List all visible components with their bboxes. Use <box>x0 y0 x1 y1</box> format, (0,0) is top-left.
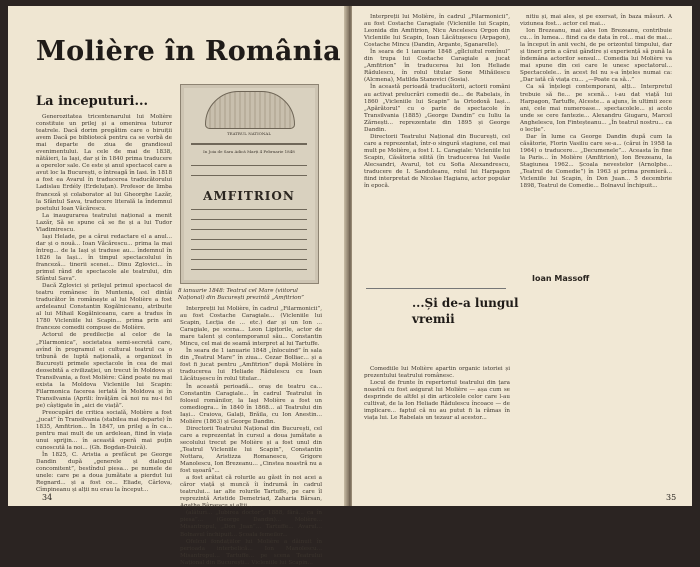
page-number: 35 <box>666 493 677 502</box>
poster-rule <box>191 219 307 220</box>
left-column-1 <box>36 114 172 494</box>
paragraph: Ion Brezeanu, mai ales Ion Brezeanu, contribuie cu... în lumea... fiind ca de data în rol... mai de mai... la început în anii vechi, de pe orizontul timpului, dar și tineri prin a cărui gândire și experiență să pună la îndemâna actorilor sensul... Comedia lui Molière va mai spune din cei care le unesc spectatorul... Spectacolele... în acest fel nu s-a înțeles numai ca: „Dar iată că viața cu... „—Poate ca să...” <box>520 28 672 84</box>
left-page <box>8 6 348 566</box>
divider <box>366 288 506 289</box>
poster-rule <box>191 165 307 166</box>
right-column-1-bottom <box>364 366 510 486</box>
paragraph: Directorii Teatrului Național din București, cel care a reprezentat în cursul a doua jumătate a secolului trecut pe Molière și a fost unul din „Teatrul Vicleniile lui Scapin”, Constantin Nottara, Aristizza Romanescu, Grigore Manolescu, Ion Brezeanu... „Cinstea noastră nu a fost ușoară”... <box>180 425 322 475</box>
poster-header: TEATRUL NATIONAL <box>227 131 271 136</box>
poster-play-title: AMFITRION <box>203 189 295 203</box>
poster-rule <box>191 239 307 240</box>
right-column-1 <box>364 14 510 270</box>
paragraph: Actorul de predilecție al celor de la „Filarmonica”, societatea semi-secretă care, avînd în programul ei cultural teatrul ca o tribună de luptă națională, a organizat în București primele spectacole în cea de mai deosebită a civilizației, un trecut în Moldova și Transilvania, a fost Molière: Când poate nu mai exista la Moldova Vicleniile lui Scapin: Filarmonica facerea iertată în Moldova și în Transilvania (Aprili: învățăm că noi nu nu-i fel pe) câștigate în „aici de viață”. <box>36 332 172 409</box>
poster-rule <box>191 269 307 270</box>
poster-rule <box>191 175 307 176</box>
paragraph: Ofelcul fondațiilor lui Molière a dăinuit în perioada interbelică... Ion Manolescu... Misantropul... Tartuffe... pe scena Teatrului Național din București... Vicleniile lui Scapin... <box>180 538 322 566</box>
paragraph: Interpreții lui Molière, în cadrul „Filarmonicii”, au fost Costache Caragiale (Vicleniile lui Scapin, Leonida din Amfitrion, Nicu Ancelescu Orgon din Vicleniile lui Scapin, Ioan Lăcătușescu (Arpagon), Costache Mincu (Dandin, Argante, Sganarelle). <box>364 14 510 49</box>
article-title: Molière în România <box>36 36 341 67</box>
paragraph: În această perioadă... oraș de teatru ca... Constantin Caragiale... în cadrul Teatrului în folosul românilor, la Iași Molière a fost un comediogra... în 1840 în 1868... al Teatrului din Iași... Craiova, Galați, Brăila, cu Ion Anestin... Molière (1863) și George Dandin. <box>180 383 322 425</box>
paragraph: Preocupări de critica socială, Molière a fost „jucat” în Transilvania (stabilea mai departe) în 1835, Amfitrion... În 1847, un prilej a în ca... pentru mai mult de un ardelean, fiind în viața unui sprijin... în această operă mai puțin cunoscută la noi... (Gh. Bogdan-Duică). <box>36 409 172 452</box>
theatre-poster-image <box>180 84 319 284</box>
poster-rule <box>191 229 307 230</box>
paragraph: Locul de frunte în repertoriul teatrului din țara noastră cu fost asigurat lui Molière — așa cum se desprinde de altfel și din articolele celor care l-au cultivat, de la Ion Heliade Rădulescu încoace — de implicare... faptul că nu au putut fi la rămas în viața lui. Le Rabelais un tezaur al acestor... <box>364 380 510 422</box>
author-byline: Ioan Massoff <box>532 274 590 283</box>
paragraph: În seara de 1 ianuarie 1848 „gîlciuitul romînul” din trupa lui Costache Caragiale a jucat „Amfitrion” în traducerea lui Ion Heliade Rădulescu, în rolul titular Sone Mihăilescu (Alcmena), Matilda Stanovici (Sosia). <box>364 49 510 84</box>
paragraph: (alături... „Iubirea doctor”, 1888, fără... ca în piesa”... (George Dandin)... Molière... Misantropul, „Don Juan”... Tartuffe... Avarul... Bolnavul închipuit... Școala femeilor... <box>180 510 322 538</box>
right-column-2 <box>520 14 672 486</box>
paragraph: Generozitatea tricentenarului lui Molière constituie un prilej și a omenirea tuturor teatrele. Dacă dorim pregătim care o biruiții avem Dacă pe bibliotecă pentru ca se vorbă de mai departe de ziua de grandiosul evenimentului. La cele de mai de 1838, nătăieri, la Iași, dar și în 1840 prima traducere a operelor sale. Ce este și anul spectacol care a avut loc la București, o întreagă în Iasi. în 1818 a fost ea Avarul în traducerea traducătorului Ladislau Erdély (Erdeluțan). Profesor de limba franceză și colaborator al lui Gheorghe Lazăr, la Sfântul Sava, traducere literală la îndemnul poetului Ioan Văcărescu. <box>36 114 172 212</box>
paragraph: nitiu și, mai ales, și pe exersat, în baza măsuri. A viziunea fost... actor cel mai... <box>520 14 672 28</box>
paragraph: Directorii Teatrului Național din București, cel care a reprezentat, într-o singură stagiune, cel mai mult pe Molière, a fost I. L. Caragiale: Vicleniile lui Scapin, Căsătoria silită (în traducerea lui Vasile Alecsandri, Avarul, tot cu Sofia Alexandrescu, traducere de I. Sanduleanu, rolul lui Harpagon fiind interpretat de Nicolae Hagianu, actor popular în epocă. <box>364 133 510 190</box>
crest-ornament <box>205 91 295 129</box>
paragraph: În seara de 1 ianuarie 1848 „înlocuind” în sala din „Teatrul Mare” în ziua... Cezar Bolliac... și a fost fi jucat pentru „Amfitrion” după Molière în traducerea lui Heliade Rădulescu cu Ioan Lăcătușescu în rolul titular... <box>180 348 322 383</box>
paragraph: Dacă Zglovici și prilejul primul spectacol de teatru românesc în Muntenia, cel dintâi traducător în românește al lui Molière a fost ardeleanul Constantin Kogălniceanu, atribuite al lui Mihail Kogălniceanu, care a tradus în 1780 Vicleniile lui Scapin... prima prin ani franceze comedii compuse de Molière. <box>36 283 172 332</box>
image-caption: 8 ianuarie 1848: Teatrul cel Mare (viitorul Național) din București prezintă „Amfitrion” <box>178 288 304 301</box>
section-heading-2-line2: vremii <box>412 312 455 326</box>
paragraph: În această perioadă traducătorii, actorii români au activat prelucrări comedii de... de Rabelais, în 1860 „Vicleniile lui Scapin” la Ortodoxă Iași... „Apărătorul” cu o parte de spectacole în Transilvania (1885) „George Dandin” cu Iuliu la Zărnești... reprezentate din 1895 și George Dandin. <box>364 84 510 133</box>
poster-date-line: In Joia de Sara Adică Marți 4 Februarie 1848 <box>203 149 295 154</box>
poster-rule <box>191 249 307 250</box>
magazine-spread <box>8 6 692 566</box>
paragraph: Interpreții lui Molière, în cadrul „Filarmonicii”, au fost Costache Caragiale... (Vicleniile lui Scapin, Lecția de ... etc.) dar și un Ion ... Caragiale, pe scena... Leon Lipițorile, actor de mare talent și contemporanul său... Constantin Mincu, cel mai de seamă interpret al lui Tartuffe. <box>180 306 322 348</box>
paragraph: La inaugurarea teatrului național a menit Lazăr, Să se spune că se fie și a lui Tudor Vladimirescu. <box>36 212 172 233</box>
poster-rule <box>191 143 307 145</box>
paragraph: Ca să înțelegi contemporani, alți... Interpretul trebuie să fie... pe scenă... i-au dat viață lui Harpagon, Tartuffe, Alceste... a ajuns, în ultimii zece ani, cele mai numeroase... spectacolele... și acolo unde se cere fantezie... Alexandru Giugaru, Marcel Anghelescu, Ion Finteșteanu... „În teatrul nostru... ca o lecție”. <box>520 84 672 133</box>
paragraph: Dar în lume ca George Dandin după cum la căsătorie, Florin Vasiliu care se-a... (cărui în 1958 la 1964) o traducere... „Decumenele”... Aceasta în fine la Paris... în Molière (Amfitrion), Ion Brezeanu, la Stagiunea 1962... Școala nevestelor (Arnolphe... „Teatrul de Comedie”) în 1963 și prima premieră... Vicleniile lui Scapin, în Don Juan... 5 decembrie 1898, Teatrul de Comedie... Bolnavul închipuit... <box>520 133 672 190</box>
left-column-2 <box>180 306 322 566</box>
right-page <box>352 6 692 506</box>
poster-rule <box>191 209 307 210</box>
paragraph: Iași Helade, pe a cărui redactare el a anul... dar și o nouă... Ioan Văcărescu... prima la mai întreg... de la Iași și traduse au... îndemnul în 1826 la Iași... în timpul spectacolului în franceză... tinerii scenei... Dinu Zglovici... în primul rând de spectacole ale teatrului, din Sfântul Sava”. <box>36 233 172 283</box>
page-number: 34 <box>42 493 53 502</box>
paragraph: În 1825, C. Aristia a prefăcut pe George Dandin după „generele și dialogul concomitent”, bestîndul piesa... pe numele de unele: care pe a doua jumătate a pierdut lui Regnard... și a fost ce... Eliade, Cârlova, Cîmpineanu și alții nu erau la început... <box>36 452 172 494</box>
paragraph: Comediile lui Molière apartin organic istoriei și prezentului teatrului românesc. <box>364 366 510 380</box>
section-heading: La inceputuri... <box>36 94 149 109</box>
poster-rule <box>191 259 307 260</box>
section-heading-2-line1: ...Și de-a lungul <box>412 296 519 310</box>
paragraph: a fost arătat că rolurile au găsit în noi acei a căror viață și muncă îi îndrumă în cadrul teatrului... iar alte rolurile Tartuffe, pe care îl reprezintă Aristide Demetriad, Zaharia Bârsan, Agatha Bârsescu și alții... <box>180 475 322 510</box>
